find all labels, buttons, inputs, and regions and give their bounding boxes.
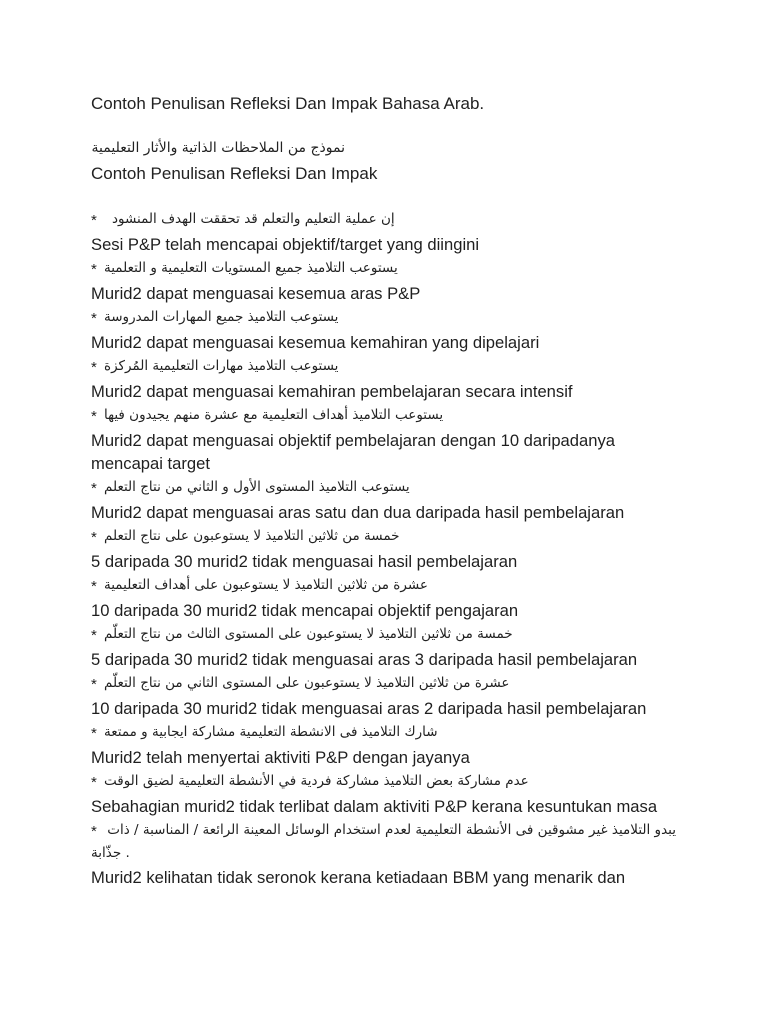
arabic-line: إن عملية التعليم والتعلم قد تحققت الهدف المنشود (112, 211, 395, 227)
list-item (0, 524, 768, 573)
arabic-line-continuation: . جذّابة (91, 845, 130, 861)
document-subtitle: Contoh Penulisan Refleksi Dan Impak (91, 164, 378, 183)
bullet-asterisk: * (91, 529, 97, 546)
bullet-asterisk: * (91, 261, 97, 278)
list-item (0, 403, 768, 475)
list-item (0, 769, 768, 818)
malay-line: Sebahagian murid2 tidak terlibat dalam aktiviti P&P kerana kesuntukan masa (91, 797, 658, 816)
arabic-line: عشرة من ثلاثين التلاميذ لا يستوعبون على أهداف التعليمية (104, 577, 428, 593)
bullet-asterisk: * (91, 310, 97, 327)
malay-line: Murid2 dapat menguasai aras satu dan dua daripada hasil pembelajaran (91, 503, 625, 522)
arabic-line: يبدو التلاميذ غير مشوقين فى الأنشطة التعليمية لعدم استخدام الوسائل المعينة الرائعة / المناسبة / ذات (107, 822, 676, 838)
malay-line: 5 daripada 30 murid2 tidak menguasai hasil pembelajaran (91, 552, 518, 571)
list-item (0, 354, 768, 403)
arabic-line: يستوعب التلاميذ أهداف التعليمية مع عشرة منهم يجيدون فيها (104, 407, 444, 423)
list-item (0, 720, 768, 769)
list-item (0, 622, 768, 671)
malay-line: Murid2 telah menyertai aktiviti P&P dengan jayanya (91, 748, 470, 767)
list-item (0, 256, 768, 305)
malay-line: Murid2 dapat menguasai kemahiran pembelajaran secara intensif (91, 382, 573, 401)
arabic-line: يستوعب التلاميذ جميع المهارات المدروسة (104, 309, 339, 325)
malay-line: Murid2 kelihatan tidak seronok kerana ketiadaan BBM yang menarik dan (91, 868, 626, 887)
list-item (0, 818, 768, 889)
bullet-asterisk: * (91, 578, 97, 595)
bullet-asterisk: * (91, 627, 97, 644)
bullet-asterisk: * (91, 774, 97, 791)
malay-line: Murid2 dapat menguasai kesemua aras P&P (91, 284, 421, 303)
arabic-line: شارك التلاميذ فى الانشطة التعليمية مشاركة ايجابية و ممتعة (104, 724, 438, 740)
bullet-asterisk: * (91, 212, 97, 229)
arabic-line: خمسة من ثلاثين التلاميذ لا يستوعبون على نتاج التعلم (104, 528, 400, 544)
malay-line: 5 daripada 30 murid2 tidak menguasai aras 3 daripada hasil pembelajaran (91, 650, 638, 669)
list-item (0, 207, 768, 256)
malay-line: 10 daripada 30 murid2 tidak mencapai objektif pengajaran (91, 601, 519, 620)
reflection-list (0, 207, 768, 889)
arabic-line: يستوعب التلاميذ مهارات التعليمية المُركزة (104, 358, 339, 374)
malay-line: Murid2 dapat menguasai objektif pembelajaran dengan 10 daripadanya mencapai target (91, 431, 615, 473)
list-item (0, 671, 768, 720)
arabic-line: عشرة من ثلاثين التلاميذ لا يستوعبون على المستوى الثاني من نتاج التعلّم (104, 675, 510, 691)
malay-line: 10 daripada 30 murid2 tidak menguasai aras 2 daripada hasil pembelajaran (91, 699, 647, 718)
arabic-line: عدم مشاركة بعض التلاميذ مشاركة فردية في الأنشطة التعليمية لضيق الوقت (104, 773, 529, 789)
document-title: Contoh Penulisan Refleksi Dan Impak Bahasa Arab. (91, 94, 485, 113)
malay-line: Murid2 dapat menguasai kesemua kemahiran yang dipelajari (91, 333, 540, 352)
arabic-line: خمسة من ثلاثين التلاميذ لا يستوعبون على المستوى الثالث من نتاج التعلّم (104, 626, 513, 642)
bullet-asterisk: * (91, 676, 97, 693)
arabic-line: يستوعب التلاميذ جميع المستويات التعليمية و التعلمية (104, 260, 398, 276)
bullet-asterisk: * (91, 359, 97, 376)
bullet-asterisk: * (91, 823, 97, 840)
bullet-asterisk: * (91, 408, 97, 425)
list-item (0, 573, 768, 622)
arabic-heading: نموذج من الملاحظات الذاتية والأثار التعليمية (91, 140, 345, 156)
bullet-asterisk: * (91, 480, 97, 497)
arabic-line: يستوعب التلاميذ المستوى الأول و الثاني من نتاج التعلم (104, 479, 410, 495)
list-item (0, 475, 768, 524)
malay-line: Sesi P&P telah mencapai objektif/target yang diingini (91, 235, 480, 254)
bullet-asterisk: * (91, 725, 97, 742)
list-item (0, 305, 768, 354)
